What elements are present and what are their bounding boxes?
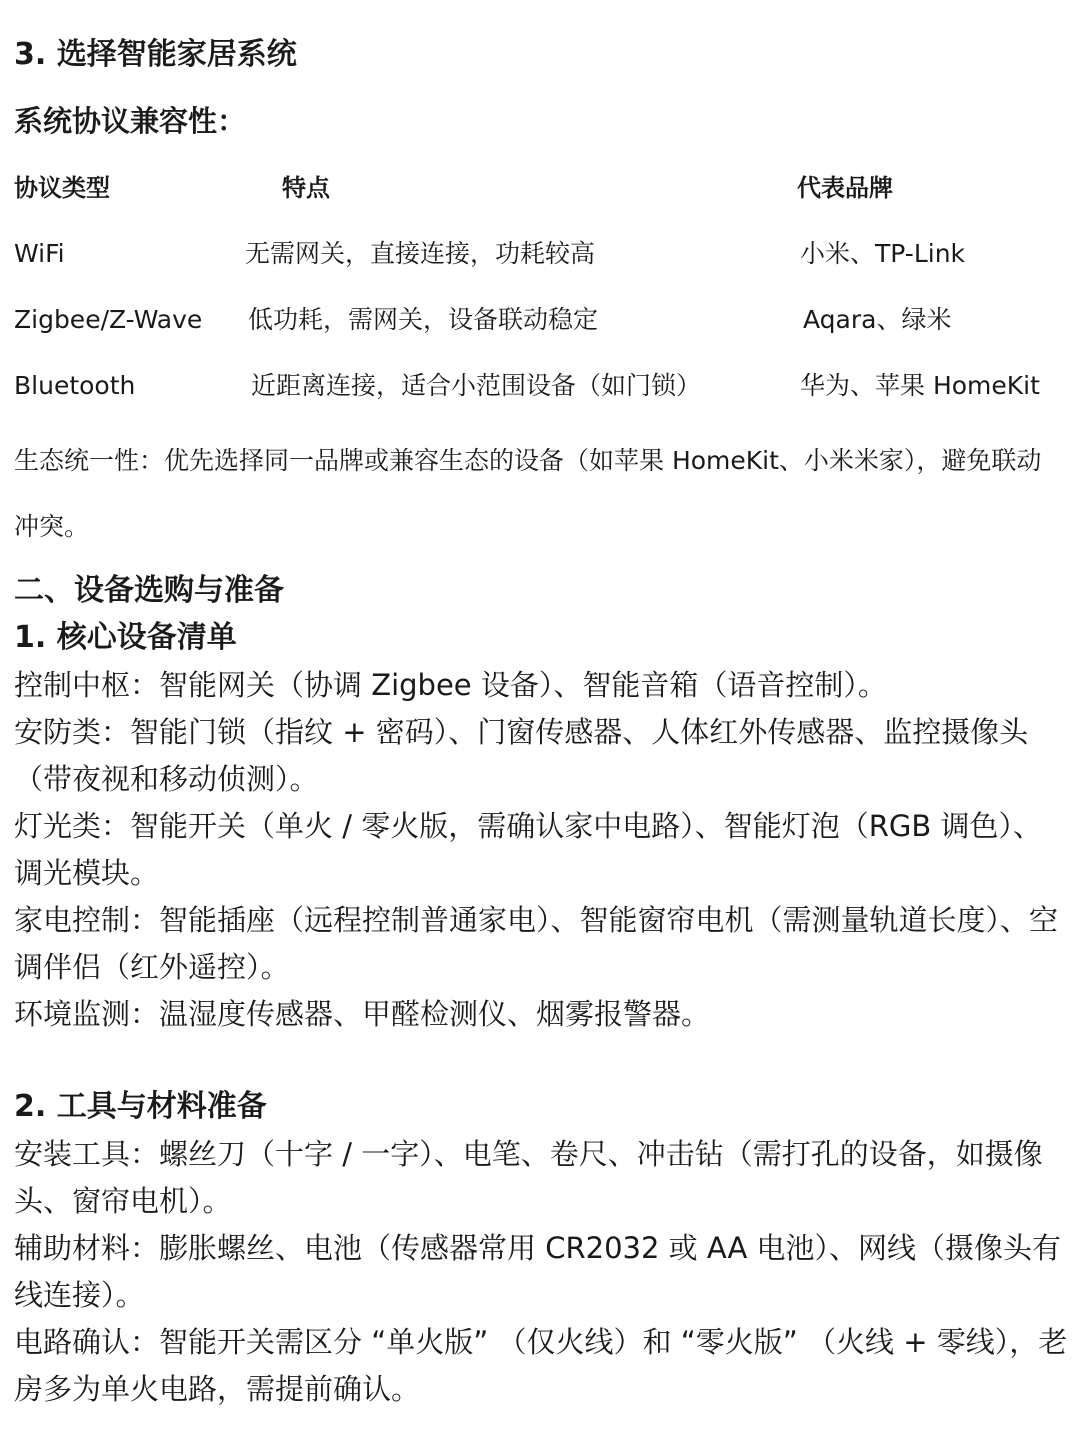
list-item: 辅助材料：膨胀螺丝、电池（传感器常用 CR2032 或 AA 电池）、网线（摄像头有线连接）。: [14, 1231, 1062, 1312]
core-device-list: [14, 662, 1070, 1038]
list-item: 安装工具：螺丝刀（十字 / 一字）、电笔、卷尺、冲击钻（需打孔的设备，如摄像头、窗帘电机）。: [14, 1137, 1043, 1218]
list-item: 控制中枢：智能网关（协调 Zigbee 设备）、智能音箱（语音控制）。: [14, 668, 887, 702]
table-cell-brands: 小米、TP-Link: [800, 239, 966, 268]
table-header-brands: 代表品牌: [797, 174, 893, 202]
table-cell-brands: Aqara、绿米: [803, 305, 952, 334]
table-header-features: 特点: [282, 174, 330, 202]
list-item: 灯光类：智能开关（单火 / 零火版，需确认家中电路）、智能灯泡（RGB 调色）、调光模块。: [14, 809, 1042, 890]
table-cell-features: 无需网关，直接连接，功耗较高: [245, 239, 596, 268]
table-header-protocol: 协议类型: [14, 174, 110, 202]
table-cell-protocol: Zigbee/Z-Wave: [14, 305, 203, 334]
list-item: 安防类：智能门锁（指纹 + 密码）、门窗传感器、人体红外传感器、监控摄像头（带夜视和移动侦测）。: [14, 715, 1029, 796]
list-item: 家电控制：智能插座（远程控制普通家电）、智能窗帘电机（需测量轨道长度）、空调伴侣（红外遥控）。: [14, 903, 1059, 984]
section-title-tools: 2. 工具与材料准备: [14, 1089, 267, 1124]
ecosystem-note: 生态统一性：优先选择同一品牌或兼容生态的设备（如苹果 HomeKit、小米米家），避免联动冲突。: [14, 446, 1042, 541]
subsection-title: 系统协议兼容性：: [14, 104, 247, 138]
section-title: 3. 选择智能家居系统: [14, 37, 297, 72]
table-cell-protocol: Bluetooth: [14, 371, 136, 400]
table-cell-brands: 华为、苹果 HomeKit: [800, 371, 1040, 400]
table-cell-features: 低功耗，需网关，设备联动稳定: [248, 305, 599, 334]
list-item: 环境监测：温湿度传感器、甲醛检测仪、烟雾报警器。: [14, 997, 711, 1031]
section-title-core-devices: 1. 核心设备清单: [14, 620, 237, 655]
list-item: 电路确认：智能开关需区分 “单火版” （仅火线）和 “零火版” （火线 + 零线），老房多为单火电路，需提前确认。: [14, 1325, 1068, 1406]
table-cell-features: 近距离连接，适合小范围设备（如门锁）: [251, 371, 702, 400]
table-cell-protocol: WiFi: [14, 239, 65, 268]
part-title: 二、设备选购与准备: [14, 573, 284, 608]
tools-list: [14, 1131, 1070, 1413]
